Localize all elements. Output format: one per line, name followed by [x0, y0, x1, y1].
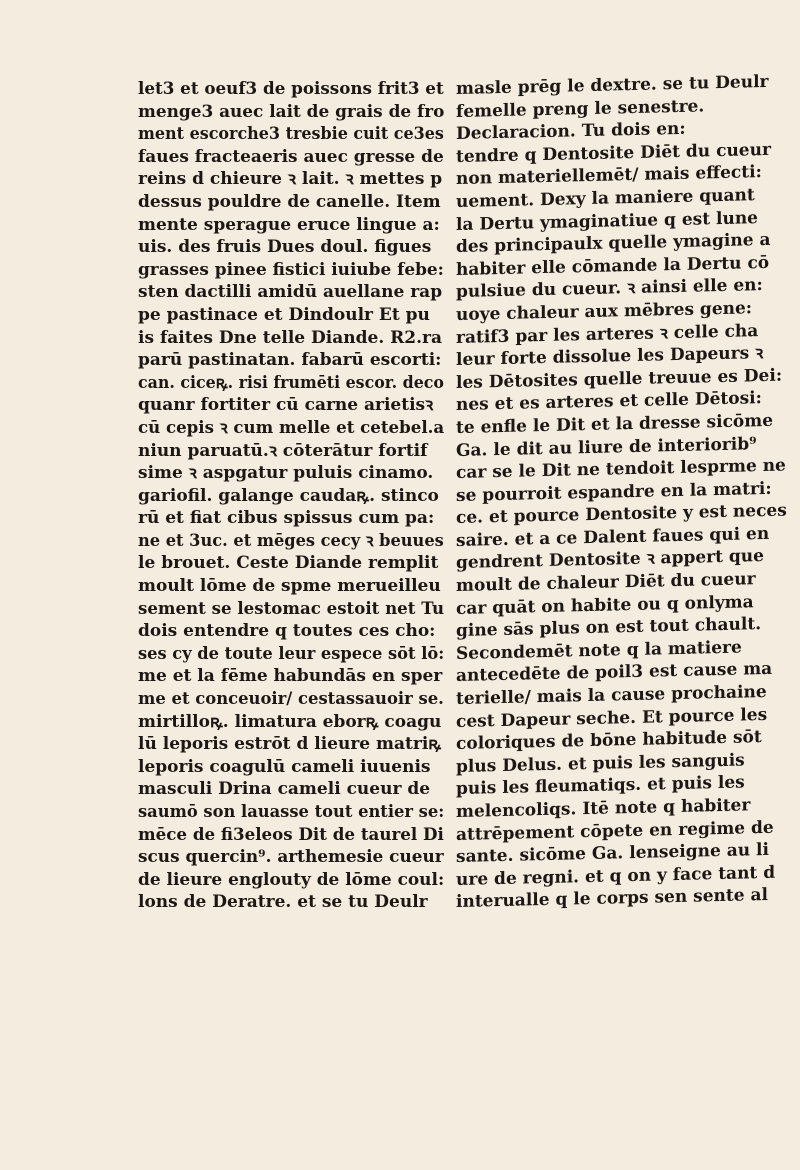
text-line: melencoliqs. Itē note q habiter — [456, 795, 751, 822]
text-line: sante. sicōme Ga. lenseigne au li — [456, 840, 769, 868]
text-line: leporis coagulū cameli iuuenis — [138, 756, 431, 777]
text-line: attrēpement cōpete en regime de — [456, 817, 774, 845]
text-line: Ga. le dit au liure de interiorib⁹ — [456, 433, 757, 461]
text-line: uis. des fruis Dues doul. figues — [138, 237, 432, 258]
text-line: me et la fēme habundās en sper — [138, 666, 443, 687]
text-line: mēce de fi3eleos Dit de taurel Di — [138, 824, 444, 845]
text-line: saire. et a ce Dalent faues qui en — [456, 523, 770, 551]
text-line: cū cepis ꝛ cum melle et cetebel.a — [138, 417, 444, 438]
text-line: rū et fiat cibus spissus cum pa: — [138, 508, 435, 529]
text-line: uoye chaleur aux mēbres gene: — [456, 298, 753, 325]
text-line: masculi Drina cameli cueur de — [138, 779, 431, 800]
text-line: gendrent Dentosite ꝛ appert que — [456, 546, 764, 574]
text-line: parū pastinatan. fabarū escorti: — [138, 350, 442, 371]
text-line: is faites Dne telle Diande. R2.ra — [138, 327, 443, 348]
text-line: non materiellemēt/ mais effecti: — [456, 162, 762, 190]
text-line: ne et 3uc. et mēges cecy ꝛ beuues — [138, 530, 444, 551]
text-line: dois entendre q toutes ces cho: — [138, 621, 436, 642]
text-line: le brouet. Ceste Diande remplit — [138, 553, 439, 574]
text-line: moult de chaleur Diēt du cueur — [456, 569, 756, 597]
text-line: des principaulx quelle ymagine a — [456, 230, 771, 258]
text-line: nes et es arteres et celle Dētosi: — [456, 388, 762, 416]
text-line: let3 et oeuf3 de poissons frit3 et — [138, 79, 444, 99]
text-line: habiter elle cōmande la Dertu cō — [456, 252, 770, 280]
left-text-column — [138, 78, 444, 914]
text-line: les Dētosites quelle treuue es Dei: — [456, 365, 783, 393]
text-line: plus Delus. et puis les sanguis — [456, 750, 745, 777]
text-line: coloriques de bōne habitude sōt — [456, 727, 762, 755]
text-line: pe pastinace et Dindoulr Et pu — [138, 304, 430, 325]
text-line: Secondemēt note q la matiere — [456, 637, 742, 664]
text-line: me et conceuoir/ cestassauoir se. — [138, 689, 444, 710]
text-line: femelle preng le senestre. — [456, 95, 705, 122]
text-line: Declaracion. Tu dois en: — [456, 118, 686, 145]
text-line: interualle q le corps sen sente al — [456, 885, 768, 913]
text-line: quanr fortiter cū carne arietisꝛ — [138, 395, 434, 416]
text-line: lū leporis estrōt d lieure matriꝶ — [138, 734, 442, 755]
text-line: gariofil. galange caudaꝶ. stinco — [138, 485, 439, 506]
text-line: ratif3 par les arteres ꝛ celle cha — [456, 320, 759, 348]
text-line: moult lōme de spme merueilleu — [138, 576, 441, 597]
text-line: de lieure englouty de lōme coul: — [138, 869, 444, 890]
text-line: mirtilloꝶ. limatura eborꝶ coagu — [138, 711, 442, 732]
text-line: antecedēte de poil3 est cause ma — [456, 659, 773, 687]
text-line: gine sās plus on est tout chault. — [456, 614, 762, 642]
text-line: pulsiue du cueur. ꝛ ainsi elle en: — [456, 275, 763, 303]
text-line: lons de Deratre. et se tu Deulr — [138, 892, 428, 913]
text-line: grasses pinee fistici iuiube febe: — [138, 259, 444, 280]
text-line: la Dertu ymaginatiue q est lune — [456, 207, 758, 235]
text-line: masle prēg le dextre. se tu Deulr — [456, 71, 769, 99]
text-line: dessus pouldre de canelle. Item — [138, 191, 441, 212]
text-line: mente sperague eruce lingue a: — [138, 214, 440, 235]
text-line: ure de regni. et q on y face tant d — [456, 862, 776, 890]
text-line: car se le Dit ne tendoit lesprme ne — [456, 455, 786, 484]
text-line: can. ciceꝶ. risi frumēti escor. deco — [138, 372, 444, 393]
text-line: cest Dapeur seche. Et pource les — [456, 704, 768, 732]
text-line: ce. et pource Dentosite y est neces — [456, 500, 787, 529]
text-line: ment escorche3 tresbie cuit ce3es — [138, 124, 444, 145]
text-line: tendre q Dentosite Diēt du cueur — [456, 139, 771, 167]
text-line: puis les fleumatiqs. et puis les — [456, 772, 745, 800]
text-line: car quāt on habite ou q onlyma — [456, 591, 754, 619]
text-line: sime ꝛ aspgatur puluis cinamo. — [138, 463, 434, 484]
right-text-column — [456, 70, 792, 914]
text-line: scus quercin⁹. arthemesie cueur — [138, 847, 444, 868]
text-line: sement se lestomac estoit net Tu — [138, 598, 444, 619]
text-line: ses cy de toute leur espece sōt lō: — [138, 643, 444, 664]
text-line: leur forte dissolue les Dapeurs ꝛ — [456, 343, 764, 371]
text-line: reins d chieure ꝛ lait. ꝛ mettes p — [138, 169, 443, 190]
text-line: menge3 auec lait de grais de fro — [138, 101, 444, 122]
text-line: te enfle le Dit et la dresse sicōme — [456, 410, 774, 438]
text-line: se pourroit espandre en la matri: — [456, 478, 772, 506]
text-line: niun paruatū.ꝛ cōterātur fortif — [138, 440, 428, 461]
text-line: uement. Dexy la maniere quant — [456, 185, 755, 212]
text-line: sten dactilli amidū auellane rap — [138, 282, 443, 303]
text-line: faues fracteaeris auec gresse de — [138, 146, 444, 167]
text-line: terielle/ mais la cause prochaine — [456, 681, 767, 710]
text-line: saumō son lauasse tout entier se: — [138, 802, 444, 822]
